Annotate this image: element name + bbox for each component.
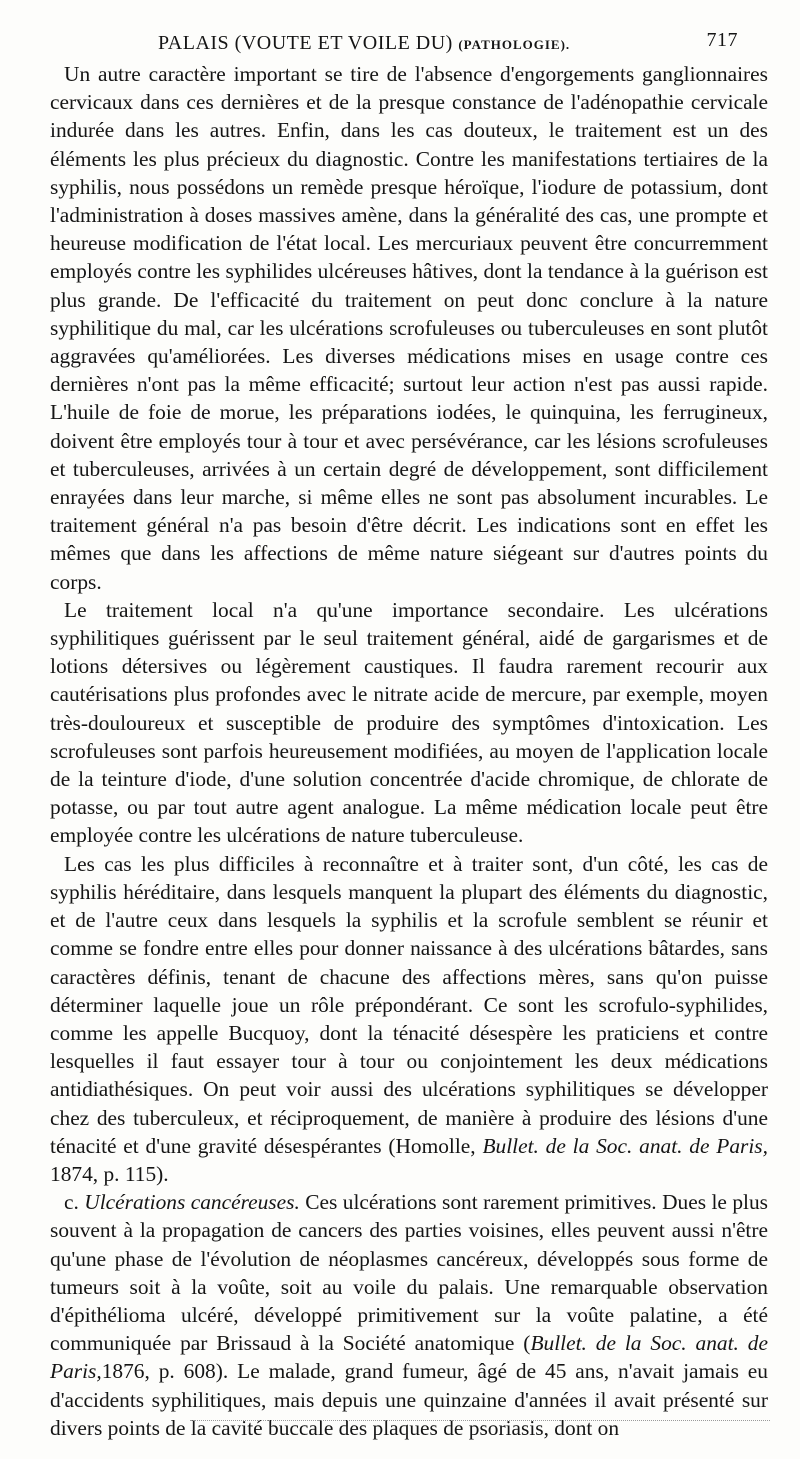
paragraph-cancerous-ulcerations <box>50 1188 768 1442</box>
citation-year-page: 1874, p. 115). <box>50 1161 169 1186</box>
cancerous-text: Ces ulcérations sont rarement primitives. Dues le plus souvent à la propagation de cancers des parties voisines, elles peuvent aussi n'être qu'une phase de l'évolution de néoplasmes cancéreux, développés sous forme de tumeurs soit à la voûte, soit au voile du palais. Une remarquable observation d'épithélioma ulcéré, développé primitivement sur la voûte palatine, a été communiquée par Brissaud à la Société anatomique ( <box>50 1190 768 1356</box>
citation-journal-2: Bullet. de la Soc. anat. de Paris, <box>50 1331 768 1384</box>
paragraph-difficult-cases <box>50 850 768 1188</box>
difficult-cases-text: Les cas les plus difficiles à reconnaître et à traiter sont, d'un côté, les cas de syphilis héréditaire, dans lesquels manquent la plupart des éléments du diagnostic, et de l'autre ceux dans lesquels la syphilis et la scrofule semblent se réunir et comme se fondre entre elles pour donner naissance à des ulcérations bâtardes, sans caractères définis, tenant de chacune des affections mères, sans qu'on puisse déterminer laquelle joue un rôle prépondérant. Ce sont les scrofulo-syphilides, comme les appelle Bucquoy, dont la ténacité désespère les praticiens et contre lesquelles il faut essayer tour à tour ou conjointement les deux médications antidiathésiques. On peut voir aussi des ulcérations syphilitiques se développer chez des tuberculeux, et réciproquement, de manière à produire des lésions d'une ténacité et d'une gravité désespérantes (Homolle, <box>50 851 768 1158</box>
paragraph-local-treatment: Le traitement local n'a qu'une importance secondaire. Les ulcérations syphilitiques guérissent par le seul traitement général, aidé de gargarismes et de lotions détersives ou légèrement caustiques. Il faudra rarement recourir aux cautérisations plus profondes avec le nitrate acide de mercure, par exemple, moyen très-douloureux et susceptible de produire des symptômes d'intoxication. Les scrofuleuses sont parfois heureusement modifiées, au moyen de l'application locale de la teinture d'iode, d'une solution concentrée d'acide chromique, de chlorate de potasse, ou par tout autre agent analogue. La même médication locale peut être employée contre les ulcérations de nature tuberculeuse. <box>50 597 768 848</box>
running-head-title: PALAIS (VOUTE ET VOILE DU) <box>158 32 453 54</box>
paragraph-diagnosis-treatment: Un autre caractère important se tire de l'absence d'engorgements ganglionnaires cervicaux dans ces dernières et de la presque constance de l'adénopathie cervicale indurée dans les autres. Enfin, dans les cas douteux, le traitement est un des éléments les plus précieux du diagnostic. Contre les manifestations tertiaires de la syphilis, nous possédons un remède presque héroïque, l'iodure de potassium, dont l'administration à doses massives amène, dans la généralité des cas, une prompte et heureuse modification de l'état local. Les mercuriaux peuvent être concurremment employés contre les syphilides ulcéreuses hâtives, dont la tendance à la guérison est plus grande. De l'efficacité du traitement on peut donc conclure à la nature syphilitique du mal, car les ulcérations scrofuleuses ou tuberculeuses en sont plutôt aggravées qu'améliorées. Les diverses médications mises en usage contre ces dernières n'ont pas la même efficacité; surtout leur action n'est pas aussi rapide. L'huile de foie de morue, les préparations iodées, le quinquina, les ferrugineux, doivent être employés tour à tour et avec persévérance, car les lésions scrofuleuses et tuberculeuses, arrivées à un certain degré de développement, sont difficilement enrayées dans leur marche, si même elles ne sont pas absolument incurables. Le traitement général n'a pas besoin d'être décrit. Les indications sont en effet les mêmes que dans les affections de même nature siégeant sur d'autres points du corps. <box>50 62 768 594</box>
running-head <box>158 32 570 55</box>
section-title: Ulcérations cancéreuses. <box>84 1190 300 1215</box>
page-number: 717 <box>706 29 738 51</box>
body-text <box>50 60 768 1442</box>
page-header <box>62 26 740 56</box>
citation-year-page-2: 1876, p. 608). Le malade, grand fumeur, âgé de 45 ans, n'avait jamais eu d'accidents syphilitiques, mais depuis une quinzaine d'années il avait présenté sur divers points de la cavité buccale des plaques de psoriasis, dont on <box>50 1359 768 1440</box>
running-head-section: (PATHOLOGIE). <box>458 37 571 52</box>
section-label: c. <box>64 1190 79 1215</box>
bottom-dotted-rule <box>190 1420 770 1421</box>
citation-journal: Bullet. de la Soc. anat. de Paris, <box>482 1133 768 1158</box>
